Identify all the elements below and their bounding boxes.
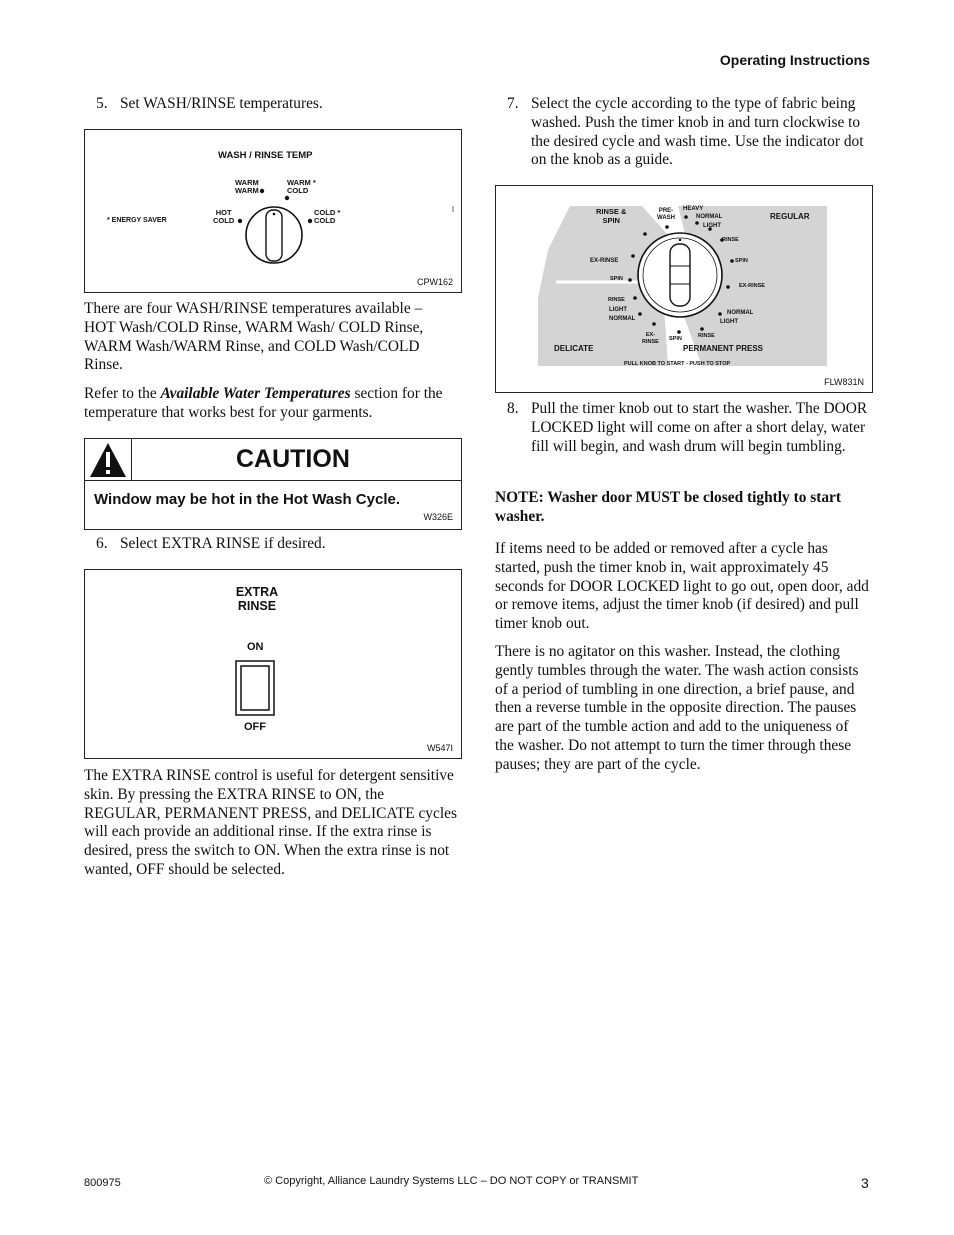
copyright-notice: © Copyright, Alliance Laundry Systems LLC – DO NOT COPY or TRANSMIT [264,1175,639,1187]
temperature-knob-graphic [85,130,461,292]
normal-label: NORMAL [609,316,636,322]
cycle-timer-figure [495,185,873,393]
extra-rinse-paragraph: The EXTRA RINSE control is useful for detergent sensitive skin. By pressing the EXTRA RINSE to ON, the REGULAR, PERMANENT PRESS, and DELICATE cycles will each provide an additional rinse. If the extra rinse is desired, press the switch to ON. When the extra rinse is not wanted, OFF should be selected. [84,767,457,878]
delicate-label: DELICATE [554,344,594,353]
pre-wash-label: PRE- WASH [657,208,675,221]
step-number: 5. [96,95,108,112]
figure-code: CPW162 [416,277,453,287]
rinse-label: RINSE [608,297,625,303]
caution-message: Window may be hot in the Hot Wash Cycle. [94,491,400,508]
ex-rinse-label: EX-RINSE [590,258,619,264]
ex-rinse-label: EX- RINSE [642,332,659,345]
caution-title: CAUTION [236,445,350,473]
figure-title: WASH / RINSE TEMP [218,150,313,161]
water-temps-reference: Refer to the Available Water Temperatures section for the temperature that works best for your garments. [84,385,443,421]
step-text: Set WASH/RINSE temperatures. [120,95,323,112]
wash-rinse-temp-figure [84,129,462,293]
step-number: 8. [507,400,519,417]
light-label: LIGHT [703,223,721,229]
document-number: 800975 [84,1177,121,1189]
energy-saver-label: * ENERGY SAVER [107,217,167,224]
add-items-paragraph: If items need to be added or removed after a cycle has started, push the timer knob in, wait approximately 45 seconds for DOOR LOCKED light to go out, open door, add or remove items, adjust the timer knob (if desired) and pull timer knob out. [495,540,869,633]
caution-code: W326E [423,512,453,522]
pull-knob-label: PULL KNOB TO START - PUSH TO STOP [624,361,731,367]
warning-icon [85,439,132,481]
rinse-label: RINSE [698,333,715,339]
rinse-spin-label: RINSE & SPIN [596,207,627,225]
page-number: 3 [861,1175,869,1191]
regular-label: REGULAR [770,212,810,221]
normal-label: NORMAL [727,310,754,316]
caution-box [84,438,462,530]
permanent-press-label: PERMANENT PRESS [683,344,764,353]
extra-rinse-title: EXTRA RINSE [235,585,279,613]
extra-rinse-switch[interactable] [235,660,275,716]
spin-label: SPIN [610,276,623,282]
temperatures-paragraph: There are four WASH/RINSE temperatures available – HOT Wash/COLD Rinse, WARM Wash/ COLD Rinse, WARM Wash/WARM Rinse, and COLD Wash/COLD Rinse. [84,300,424,374]
extra-rinse-figure [84,569,462,759]
warm-warm-label: WARM WARM [235,178,259,195]
step-text: Select EXTRA RINSE if desired. [120,535,326,552]
heavy-label: HEAVY [683,206,704,212]
spin-label: SPIN [669,336,682,342]
step-text: Pull the timer knob out to start the washer. The DOOR LOCKED light will come on after a short delay, water fill will begin, and wash drum will begin tumbling. [531,400,868,455]
cold-cold-label: COLD * COLD [314,208,341,225]
light-label: LIGHT [609,307,627,313]
warm-cold-label: WARM * COLD [287,178,316,195]
on-label: ON [247,641,264,653]
ex-rinse-label: EX-RINSE [739,283,765,289]
step-number: 6. [96,535,108,552]
step-text: Select the cycle according to the type of fabric being washed. Push the timer knob in and turn clockwise to the desired cycle and wash time. Use the indicator dot on the knob as a guide. [531,95,864,169]
rinse-label: RINSE [722,237,739,243]
light-label: LIGHT [720,319,738,325]
tumble-paragraph: There is no agitator on this washer. Instead, the clothing gently tumbles through the water. The wash action consists of a period of tumbling in one direction, a brief pause, and then a reverse tumble in the opposite direction. The pauses are part of the tumble action and add to the uniqueness of the washer. Do not attempt to turn the timer through these pauses; they are part of the cycle. [495,643,859,773]
spin-label: SPIN [735,258,748,264]
figure-code: FLW831N [824,377,864,387]
figure-code: W547I [426,743,453,753]
hot-cold-label: HOT COLD [213,208,235,225]
step-number: 7. [507,95,519,112]
door-note: NOTE: Washer door MUST be closed tightly to start washer. [495,489,842,525]
normal-label: NORMAL [696,214,723,220]
section-title: Operating Instructions [719,52,870,68]
off-label: OFF [244,721,266,733]
